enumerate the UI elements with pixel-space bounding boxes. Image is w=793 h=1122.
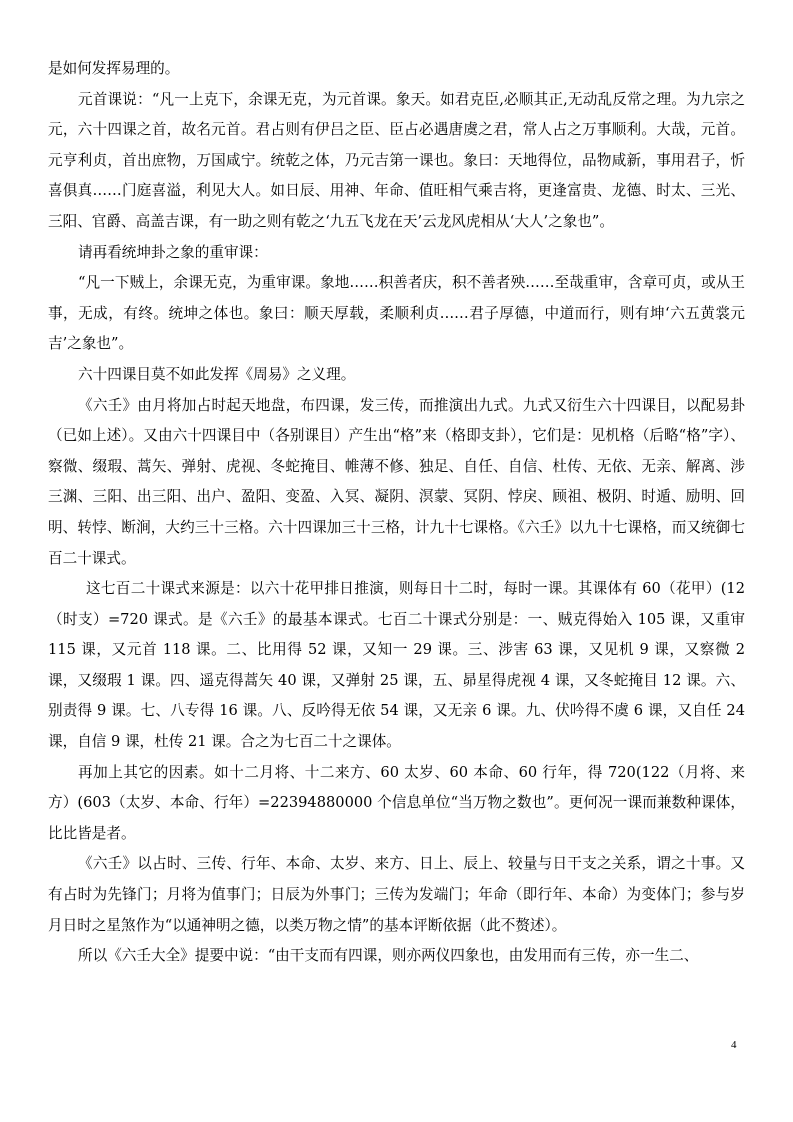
paragraph-9: 《六壬》以占时、三传、行年、本命、太岁、来方、日上、辰上、较量与日干支之关系，谓之十事。又有占时为先锋门；月将为值事门；日辰为外事门；三传为发端门；年命（即行年、本命）为变体门；参与岁月日时之星煞作为“以通神明之德，以类万物之情”的基本评断依据（此不赘述）。 (48, 855, 745, 934)
paragraph-7: 这七百二十课式来源是：以六十花甲排日推演，则每日十二时，每时一课。其课体有 60（花甲）(12（时支）=720 课式。是《六壬》的最基本课式。七百二十课式分别是：一、贼克得始入 105 课，又重审 115 课，又元首 118 课。二、比用得 52 课，又知一 29 课。三、涉害 63 课，又见机 9 课，又察微 2 课，又缀瑕 1 课。四、遥克得蒿矢 40 课，又弹射 25 课，五、昴星得虎视 4 课，又冬蛇掩目 12 课。六、别责得 9 课。七、八专得 16 课。八、反吟得无依 54 课，又无亲 6 课。九、伏吟得不虞 6 课，又自任 24 课，自信 9 课，杜传 21 课。合之为七百二十之课体。 (48, 580, 745, 751)
paragraph-3: 请再看统坤卦之象的重审课： (78, 243, 268, 261)
paragraph-10: 所以《六壬大全》提要中说：“由干支而有四课，则亦两仪四象也，由发用而有三传，亦一生二、 (78, 947, 699, 965)
paragraph-1: 是如何发挥易理的。 (48, 60, 180, 77)
page-number: 4 (731, 1039, 737, 1051)
paragraph-2: 元首课说：“凡一上克下，余课无克，为元首课。象天。如君克臣,必顺其正,无动乱反常之理。为九宗之元，六十四课之首，故名元首。君占则有伊吕之臣、臣占必遇唐虞之君，常人占之万事顺利。大哉，元首。元亨利贞，首出庶物，万国咸宁。统乾之体，乃元吉第一课也。象曰：天地得位，品物咸新，事用君子，忻喜俱真……门庭喜溢，利见大人。如日辰、用神、年命、值旺相气乘吉将，更逢富贵、龙德、时太、三光、三阳、官爵、高盖吉课，有一助之则有乾之‘九五飞龙在天’云龙风虎相从‘大人’之象也”。 (48, 90, 745, 230)
paragraph-5: 六十四课目莫不如此发挥《周易》之义理。 (78, 365, 356, 383)
body-text (48, 54, 745, 972)
paragraph-8: 再加上其它的因素。如十二月将、十二来方、60 太岁、60 本命、60 行年，得 720(122（月将、来方）(603（太岁、本命、行年）=22394880000 个信息单位“当万物之数也”。更何况一课而兼数种课体，比比皆是者。 (48, 763, 745, 842)
paragraph-6: 《六壬》由月将加占时起天地盘，布四课，发三传，而推演出九式。九式又衍生六十四课目，以配易卦（已如上述）。又由六十四课目中（各别课目）产生出“格”来（格即支卦），它们是：见机格（后略“格”字）、察微、缀瑕、蒿矢、弹射、虎视、冬蛇掩目、帷薄不修、独足、自任、自信、杜传、无依、无亲、解离、涉三渊、三阳、出三阳、出户、盈阳、变盈、入冥、凝阴、溟蒙、冥阴、悖戾、顾祖、极阴、时遁、励明、回明、转悖、断涧，大约三十三格。六十四课加三十三格，计九十七课格。《六壬》以九十七课格，而又统御七百二十课式。 (48, 396, 745, 567)
paragraph-4: “凡一下贼上，余课无克，为重审课。象地……积善者庆，积不善者殃……至哉重审，含章可贞，或从王事，无成，有终。统坤之体也。象曰：顺天厚载，柔顺利贞……君子厚德，中道而行，则有坤‘六五黄裳元吉’之象也”。 (48, 274, 745, 353)
